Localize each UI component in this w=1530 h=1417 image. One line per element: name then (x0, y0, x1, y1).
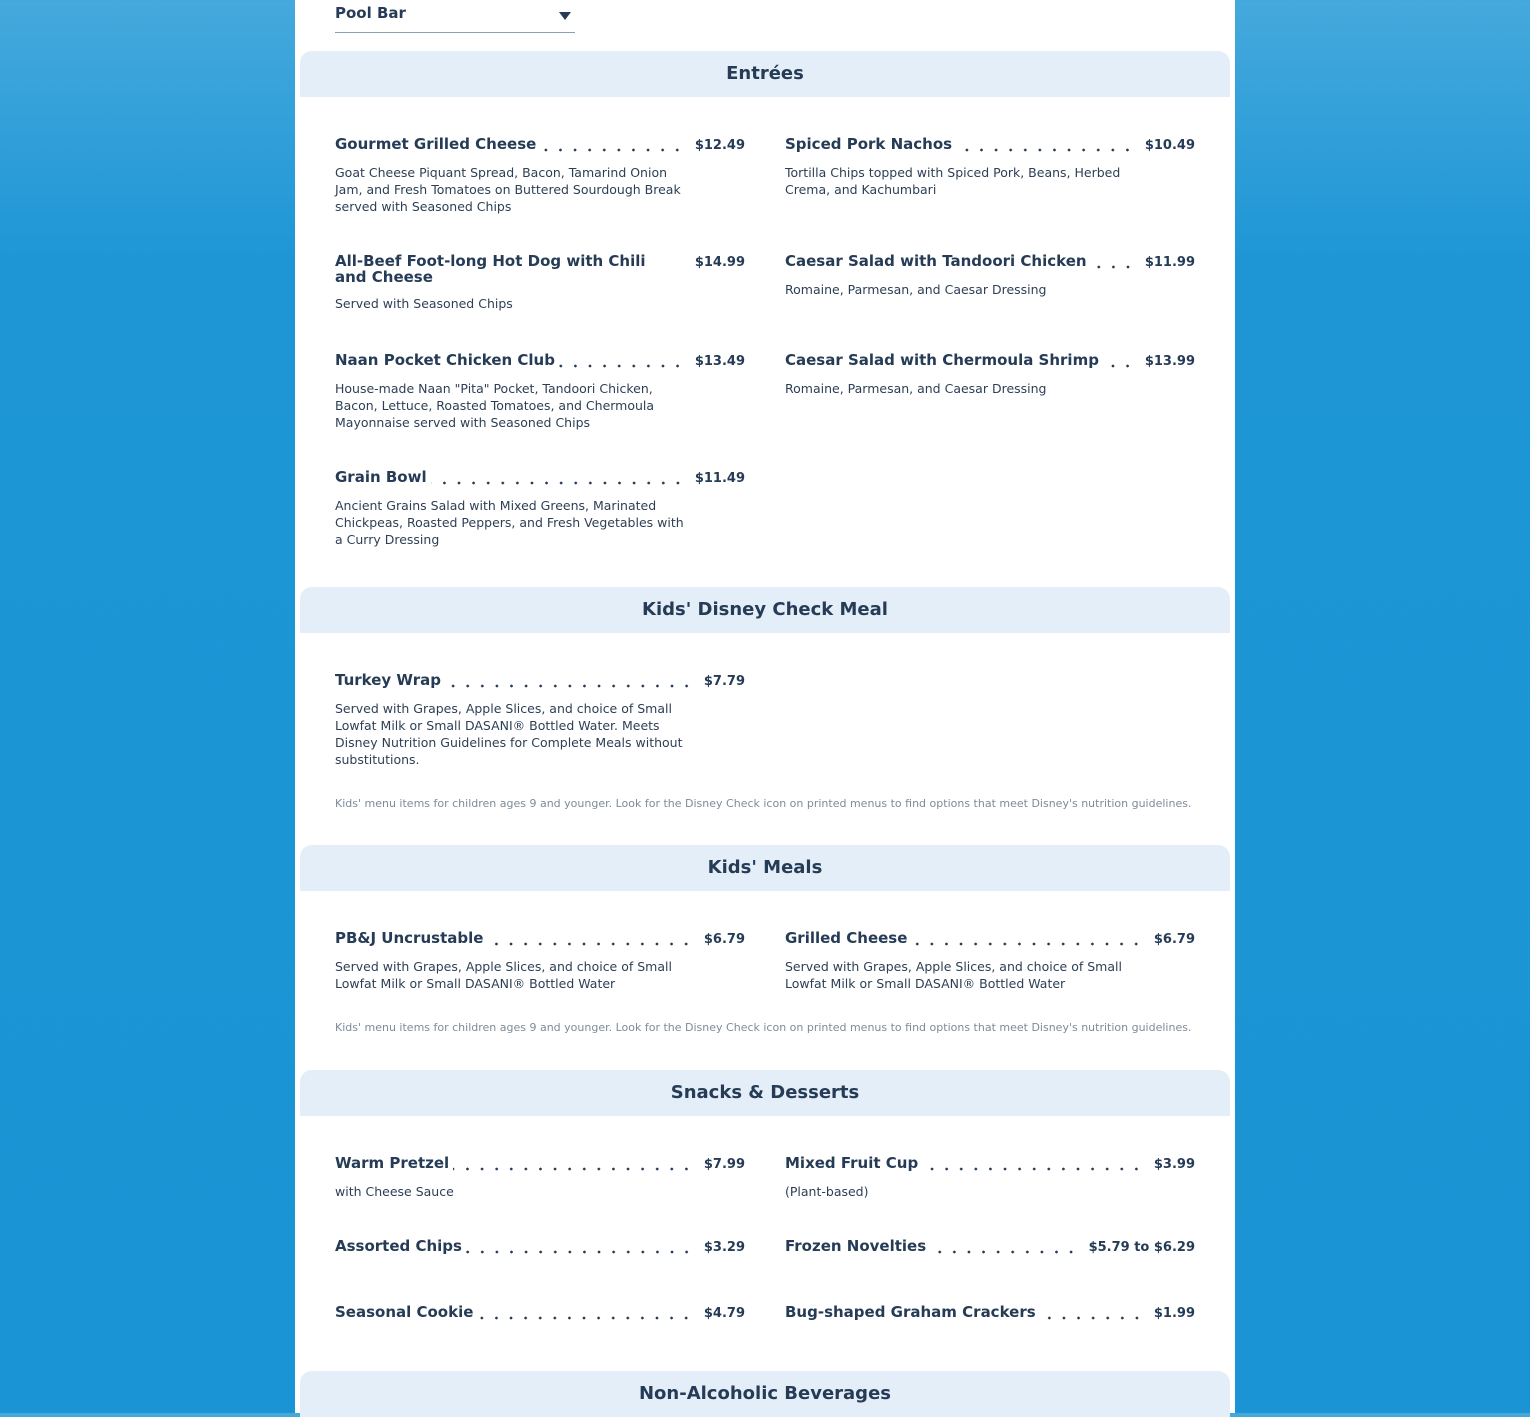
item-price: $1.99 (1153, 1306, 1195, 1321)
item-price: $11.99 (1144, 255, 1195, 270)
item-price: $12.49 (694, 138, 745, 153)
item-price: $6.79 (1153, 932, 1195, 947)
location-dropdown-value: Pool Bar (335, 4, 406, 22)
location-dropdown[interactable] (335, 0, 575, 33)
menu-item (785, 930, 1195, 992)
item-price: $7.99 (703, 1157, 745, 1172)
item-name: Grain Bowl (335, 469, 431, 485)
item-price: $13.99 (1144, 354, 1195, 369)
menu-item (335, 1304, 745, 1322)
section-header-kids-meals: Kids' Meals (300, 845, 1230, 891)
item-description: Ancient Grains Salad with Mixed Greens, Marinated Chickpeas, Roasted Peppers, and Fresh Vegetables with a Curry Dressing (335, 498, 684, 547)
item-name: Spiced Pork Nachos (785, 136, 956, 152)
leader-dots (911, 930, 1143, 946)
item-price: $3.99 (1153, 1157, 1195, 1172)
leader-dots (1040, 1304, 1144, 1320)
menu-item (335, 469, 745, 548)
item-name: Frozen Novelties (785, 1238, 930, 1254)
section-header-kids-check: Kids' Disney Check Meal (300, 587, 1230, 633)
item-name: Grilled Cheese (785, 930, 911, 946)
kids-note: Kids' menu items for children ages 9 and younger. Look for the Disney Check icon on printed menus to find options that meet Disney's nutrition guidelines. (335, 1021, 1192, 1034)
item-name: Assorted Chips (335, 1238, 466, 1254)
menu-item (335, 253, 745, 312)
item-name: Bug-shaped Graham Crackers (785, 1304, 1040, 1320)
item-price: $5.79 to $6.29 (1088, 1240, 1195, 1255)
item-description: Served with Grapes, Apple Slices, and choice of Small Lowfat Milk or Small DASANI® Bottled Water (335, 959, 672, 991)
item-name: Turkey Wrap (335, 672, 445, 688)
leader-dots (477, 1304, 693, 1320)
item-name: PB&J Uncrustable (335, 930, 487, 946)
menu-item (785, 352, 1195, 397)
item-description: House-made Naan "Pita" Pocket, Tandoori Chicken, Bacon, Lettuce, Roasted Tomatoes, and Chermoula Mayonnaise served with Seasoned Chips (335, 381, 655, 430)
item-price: $4.79 (703, 1306, 745, 1321)
menu-item (335, 352, 745, 431)
item-name: Naan Pocket Chicken Club (335, 352, 559, 368)
item-description: Served with Grapes, Apple Slices, and choice of Small Lowfat Milk or Small DASANI® Bottled Water (785, 959, 1122, 991)
item-description: Served with Grapes, Apple Slices, and choice of Small Lowfat Milk or Small DASANI® Bottled Water. Meets Disney Nutrition Guidelines for Complete Meals without substitutions. (335, 701, 683, 767)
item-name: Seasonal Cookie (335, 1304, 477, 1320)
leader-dots (1103, 352, 1135, 368)
item-description: Romaine, Parmesan, and Caesar Dressing (785, 381, 1047, 396)
item-name: Gourmet Grilled Cheese (335, 136, 540, 152)
item-name: Mixed Fruit Cup (785, 1155, 922, 1171)
item-description: Tortilla Chips topped with Spiced Pork, Beans, Herbed Crema, and Kachumbari (785, 165, 1121, 197)
item-price: $14.99 (694, 255, 745, 270)
item-description: Goat Cheese Piquant Spread, Bacon, Tamarind Onion Jam, and Fresh Tomatoes on Buttered Sourdough Break served with Seasoned Chips (335, 165, 681, 214)
menu-item (785, 1304, 1195, 1322)
item-description: Served with Seasoned Chips (335, 296, 513, 311)
menu-item (335, 1238, 745, 1256)
leader-dots (466, 1238, 694, 1254)
leader-dots (559, 352, 685, 368)
section-header-snacks: Snacks & Desserts (300, 1070, 1230, 1116)
item-price: $6.79 (703, 932, 745, 947)
menu-item (335, 1155, 745, 1200)
item-description: (Plant-based) (785, 1184, 869, 1199)
leader-dots (956, 136, 1135, 152)
item-price: $10.49 (1144, 138, 1195, 153)
leader-dots (1091, 253, 1135, 269)
section-header-beverages: Non-Alcoholic Beverages (300, 1371, 1230, 1417)
item-name: All-Beef Foot-long Hot Dog with Chili and Cheese (335, 253, 665, 285)
menu-item (785, 136, 1195, 198)
leader-dots (487, 930, 693, 946)
menu-item (785, 253, 1195, 298)
section-header-entrees: Entrées (300, 51, 1230, 97)
item-name: Caesar Salad with Tandoori Chicken (785, 253, 1091, 269)
leader-dots (930, 1238, 1078, 1254)
menu-item (785, 1238, 1195, 1256)
item-name: Warm Pretzel (335, 1155, 453, 1171)
item-price: $7.79 (703, 674, 745, 689)
menu-item (785, 1155, 1195, 1200)
item-description: Romaine, Parmesan, and Caesar Dressing (785, 282, 1047, 297)
menu-item (335, 672, 745, 768)
leader-dots (431, 469, 685, 485)
leader-dots (445, 672, 694, 688)
item-price: $11.49 (694, 471, 745, 486)
item-name: Caesar Salad with Chermoula Shrimp (785, 352, 1103, 368)
leader-dots (540, 136, 685, 152)
leader-dots (453, 1155, 694, 1171)
item-price: $3.29 (703, 1240, 745, 1255)
menu-item (335, 136, 745, 215)
item-description: with Cheese Sauce (335, 1184, 454, 1199)
chevron-down-icon[interactable] (559, 12, 571, 20)
leader-dots (922, 1155, 1144, 1171)
menu-panel (295, 0, 1235, 1413)
item-price: $13.49 (694, 354, 745, 369)
kids-note: Kids' menu items for children ages 9 and younger. Look for the Disney Check icon on printed menus to find options that meet Disney's nutrition guidelines. (335, 797, 1192, 810)
menu-item (335, 930, 745, 992)
